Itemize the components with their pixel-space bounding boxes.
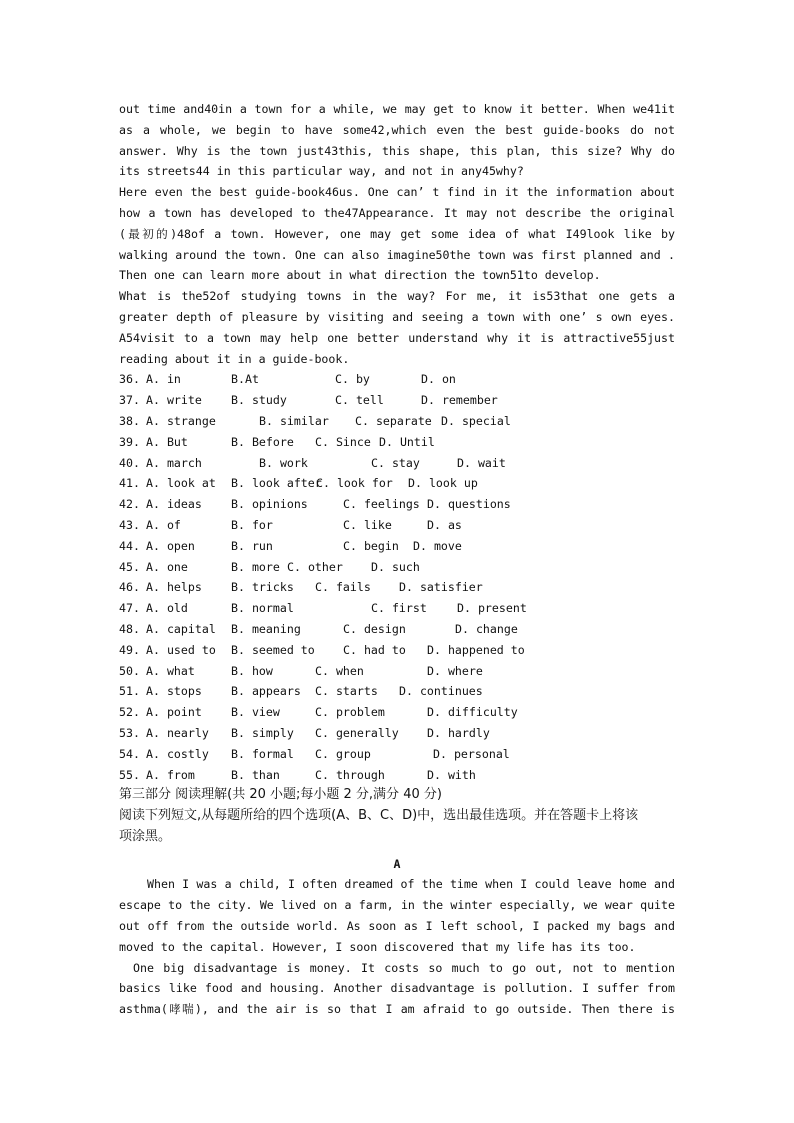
option-d: D. happened to <box>427 642 525 657</box>
question-number: 45. <box>119 559 140 574</box>
option-a: A. stops <box>146 684 202 699</box>
option-d: D. difficulty <box>427 705 518 720</box>
question-number: 42. <box>119 497 140 512</box>
option-a: A. in <box>146 372 181 387</box>
option-row <box>119 661 675 682</box>
question-number: 38. <box>119 413 140 428</box>
option-a: A. of <box>146 517 181 532</box>
option-c: C. group <box>315 746 371 761</box>
passage-line: out off from the outside world. As soon as I left school, I packed my bags and <box>119 919 675 934</box>
option-a: A. point <box>146 705 202 720</box>
option-a: A. one <box>146 559 188 574</box>
option-row <box>119 432 675 453</box>
question-number: 43. <box>119 517 140 532</box>
option-row <box>119 619 675 640</box>
cloze-passage <box>119 99 675 369</box>
option-d: D. on <box>421 372 456 387</box>
passage-line: as a whole, we begin to have some42,which even the best guide-books do not <box>119 122 675 137</box>
question-number: 37. <box>119 393 140 408</box>
option-b: B. work <box>259 455 308 470</box>
passage-line: asthma(哮喘), and the air is so that I am afraid to go outside. Then there is <box>119 1002 675 1017</box>
document-content <box>119 99 675 1020</box>
option-b: B. how <box>231 663 273 678</box>
option-b: B. Before <box>231 434 294 449</box>
option-d: D. questions <box>427 497 511 512</box>
option-row <box>119 536 675 557</box>
option-row <box>119 411 675 432</box>
option-c: C. problem <box>315 705 385 720</box>
option-d: D. look up <box>408 476 478 491</box>
option-row <box>119 598 675 619</box>
options-list <box>119 369 675 785</box>
option-b: B. for <box>231 517 273 532</box>
option-a: A. used to <box>146 642 216 657</box>
question-number: 53. <box>119 725 140 740</box>
option-c: C. other <box>287 559 343 574</box>
option-b: B. look after <box>231 476 322 491</box>
passage-line: out time and40in a town for a while, we may get to know it better. When we41it <box>119 102 675 116</box>
option-d: D. wait <box>457 455 506 470</box>
section-instruction: 项涂黑。 <box>119 828 172 844</box>
option-row <box>119 577 675 598</box>
question-number: 55. <box>119 767 140 782</box>
option-d: D. change <box>455 621 518 636</box>
option-c: C. by <box>335 372 370 387</box>
option-a: A. what <box>146 663 195 678</box>
question-number: 48. <box>119 621 140 636</box>
option-row <box>119 515 675 536</box>
option-b: B. meaning <box>231 621 301 636</box>
question-number: 39. <box>119 434 140 449</box>
option-c: C. stay <box>371 455 420 470</box>
option-d: D. where <box>427 663 483 678</box>
option-c: C. Since <box>315 434 371 449</box>
passage-line: basics like food and housing. Another disadvantage is pollution. I suffer from <box>119 981 675 996</box>
option-c: C. had to <box>343 642 406 657</box>
option-b: B. appears <box>231 684 301 699</box>
option-a: A. open <box>146 538 195 553</box>
question-number: 49. <box>119 642 140 657</box>
option-b: B. than <box>231 767 280 782</box>
option-row <box>119 453 675 474</box>
option-d: D. satisfier <box>399 580 483 595</box>
option-c: C. fails <box>315 580 371 595</box>
option-a: A. costly <box>146 746 209 761</box>
option-c: C. design <box>343 621 406 636</box>
option-row <box>119 744 675 765</box>
option-c: C. look for <box>316 476 393 491</box>
option-d: D. special <box>441 413 511 428</box>
option-b: B. seemed to <box>231 642 315 657</box>
passage-line: its streets44 in this particular way, and not in any45why? <box>119 164 524 179</box>
option-a: A. march <box>146 455 202 470</box>
passage-line: Then one can learn more about in what direction the town51to develop. <box>119 268 601 283</box>
question-number: 46. <box>119 580 140 595</box>
option-b: B. view <box>231 705 280 720</box>
passage-line: greater depth of pleasure by visiting and seeing a town with one’ s own eyes. <box>119 309 675 324</box>
option-a: A. nearly <box>146 725 209 740</box>
option-row <box>119 765 675 786</box>
option-b: B. run <box>231 538 273 553</box>
passage-line: reading about it in a guide-book. <box>119 351 350 366</box>
passage-label: A <box>393 856 401 871</box>
option-row <box>119 640 675 661</box>
passage-line: escape to the city. We lived on a farm, in the winter especially, we wear quite <box>119 898 675 913</box>
option-a: A. But <box>146 434 188 449</box>
option-a: A. write <box>146 393 202 408</box>
section-instruction: 阅读下列短文,从每题所给的四个选项(A、B、C、D)中，选出最佳选项。并在答题卡上将该 <box>119 808 639 824</box>
option-c: C. begin <box>343 538 399 553</box>
option-b: B. formal <box>231 746 294 761</box>
question-number: 52. <box>119 705 140 720</box>
option-d: D. continues <box>399 684 483 699</box>
option-c: C. feelings <box>343 497 420 512</box>
question-number: 51. <box>119 684 140 699</box>
option-row <box>119 494 675 515</box>
question-number: 54. <box>119 746 140 761</box>
question-number: 36. <box>119 372 140 387</box>
section-heading: 第三部分 阅读理解(共 20 小题;每小题 2 分,满分 40 分) <box>119 787 442 803</box>
option-a: A. look at <box>146 476 216 491</box>
option-a: A. old <box>146 601 188 616</box>
option-a: A. helps <box>146 580 202 595</box>
option-b: B. simply <box>231 725 294 740</box>
option-b: B. tricks <box>231 580 294 595</box>
passage-line: One big disadvantage is money. It costs so much to go out, not to mention <box>133 960 675 975</box>
question-number: 50. <box>119 663 140 678</box>
option-d: D. Until <box>379 434 435 449</box>
option-a: A. strange <box>146 413 216 428</box>
option-d: D. such <box>371 559 420 574</box>
option-c: C. through <box>315 767 385 782</box>
question-number: 40. <box>119 455 140 470</box>
option-d: D. present <box>457 601 527 616</box>
section-3 <box>119 785 675 874</box>
option-c: C. separate <box>355 413 432 428</box>
passage-line: A54visit to a town may help one better understand why it is attractive55just <box>119 330 675 345</box>
question-number: 41. <box>119 476 140 491</box>
option-b: B. normal <box>231 601 294 616</box>
option-row <box>119 702 675 723</box>
option-row <box>119 557 675 578</box>
question-number: 44. <box>119 538 140 553</box>
option-b: B. study <box>231 393 287 408</box>
option-d: D. personal <box>433 746 510 761</box>
option-d: D. as <box>427 517 462 532</box>
option-a: A. capital <box>146 621 216 636</box>
option-d: D. move <box>413 538 462 553</box>
passage-line: When I was a child, I often dreamed of the time when I could leave home and <box>147 877 675 892</box>
option-b: B. similar <box>259 413 329 428</box>
option-c: C. when <box>315 663 364 678</box>
passage-line: walking around the town. One can also imagine50the town was first planned and . <box>119 247 675 262</box>
option-b: B. opinions <box>231 497 308 512</box>
passage-line: answer. Why is the town just43this, this shape, this plan, this size? Why do <box>119 143 675 158</box>
option-b: B.At <box>231 372 259 387</box>
passage-line: (最初的)48of a town. However, one may get some idea of what I49look like by <box>119 226 675 241</box>
option-a: A. ideas <box>146 497 202 512</box>
option-d: D. with <box>427 767 476 782</box>
option-row <box>119 390 675 411</box>
option-row <box>119 369 675 390</box>
option-c: C. tell <box>335 393 384 408</box>
option-a: A. from <box>146 767 195 782</box>
question-number: 47. <box>119 601 140 616</box>
option-c: C. starts <box>315 684 378 699</box>
option-d: D. remember <box>421 393 498 408</box>
option-d: D. hardly <box>427 725 490 740</box>
passage-line: how a town has developed to the47Appearance. It may not describe the original <box>119 205 675 220</box>
passage-line: moved to the capital. However, I soon discovered that my life has its too. <box>119 939 636 954</box>
option-row <box>119 723 675 744</box>
option-row <box>119 473 675 494</box>
option-b: B. more <box>231 559 280 574</box>
passage-line: What is the52of studying towns in the way? For me, it is53that one gets a <box>119 289 675 304</box>
option-c: C. first <box>371 601 427 616</box>
option-row <box>119 681 675 702</box>
reading-passage-a <box>119 874 675 1020</box>
passage-line: Here even the best guide-book46us. One can’ t find in it the information about <box>119 185 675 200</box>
option-c: C. generally <box>315 725 399 740</box>
option-c: C. like <box>343 517 392 532</box>
